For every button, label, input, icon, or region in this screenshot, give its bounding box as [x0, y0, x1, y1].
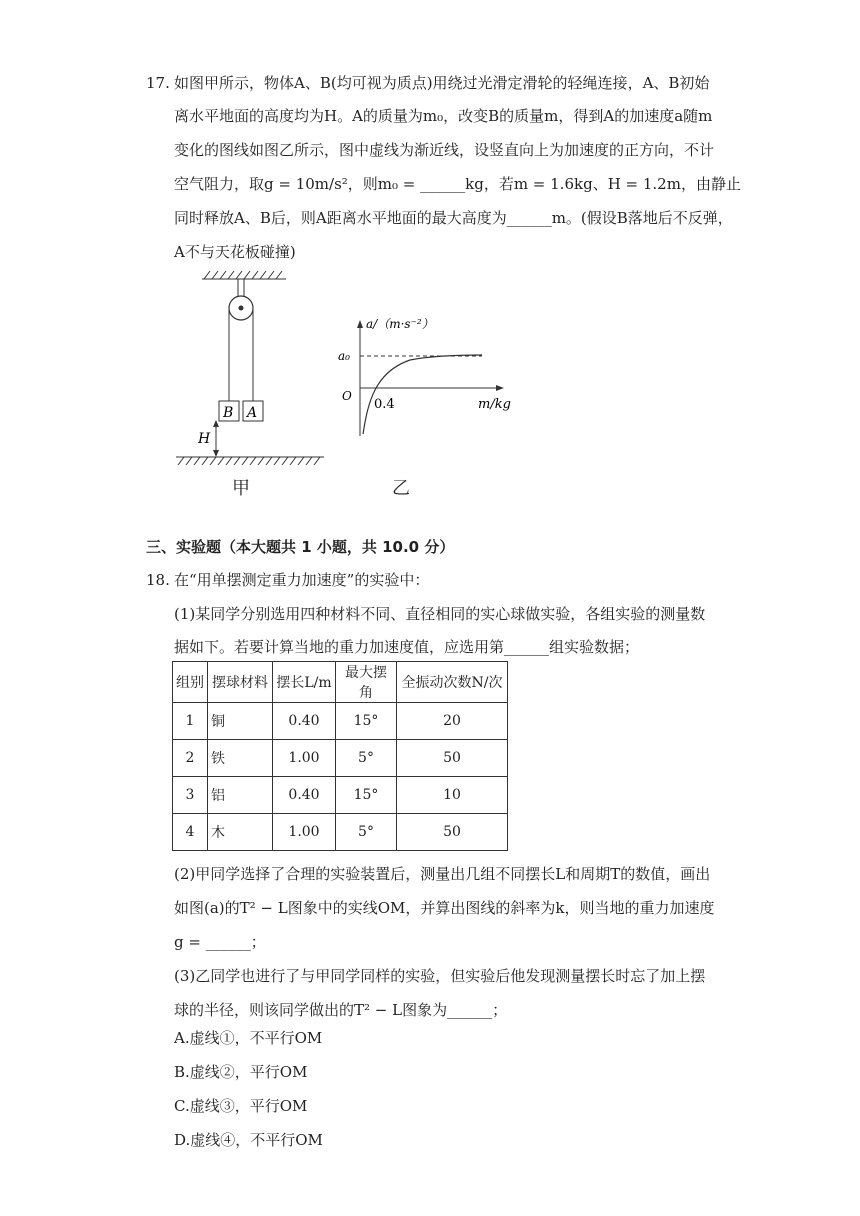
- q18-p2-line-3: g = ______；: [174, 933, 266, 951]
- q17-line-6: A不与天花板碰撞): [174, 243, 296, 261]
- q18-p2-line-2: 如图(a)的T² − L图象中的实线OM，并算出图线的斜率为k，则当地的重力加速度: [174, 899, 715, 917]
- cell-length: 1.00: [273, 740, 336, 777]
- pendulum-data-table: [172, 661, 508, 851]
- cell-material: 木: [208, 814, 273, 851]
- cell-material: 铜: [208, 703, 273, 740]
- cell-group: 3: [173, 777, 208, 814]
- q17-line-3: 变化的图线如图乙所示，图中虚线为渐近线，设竖直向上为加速度的正方向，不计: [174, 141, 715, 159]
- y-axis-label: a/（m·s⁻²）: [366, 317, 434, 331]
- height-h-label: H: [198, 431, 211, 447]
- header-oscillations: 全振动次数N/次: [397, 662, 508, 703]
- figure-yi-caption: 乙: [392, 478, 410, 499]
- header-group: 组别: [173, 662, 208, 703]
- q17-line-1: 如图甲所示，物体A、B(均可视为质点)用绕过光滑定滑轮的轻绳连接，A、B初始: [174, 74, 710, 92]
- acceleration-curve: [363, 355, 482, 434]
- option-d: D.虚线④，不平行OM: [174, 1131, 323, 1149]
- cell-oscillations: 10: [397, 777, 508, 814]
- x-axis-label: m/kg: [478, 397, 511, 412]
- x-tick-label: 0.4: [374, 397, 395, 412]
- cell-length: 1.00: [273, 814, 336, 851]
- table-row: [173, 814, 508, 851]
- q18-p1-line-1: (1)某同学分别选用四种材料不同、直径相同的实心球做实验，各组实验的测量数: [174, 605, 706, 623]
- q18-p3-line-1: (3)乙同学也进行了与甲同学同样的实验，但实验后他发现测量摆长时忘了加上摆: [174, 967, 706, 985]
- cell-oscillations: 50: [397, 740, 508, 777]
- q18-intro: 在“用单摆测定重力加速度”的实验中：: [174, 571, 430, 589]
- cell-group: 1: [173, 703, 208, 740]
- cell-angle: 15°: [336, 777, 397, 814]
- header-max-angle: 最大摆角: [336, 662, 397, 703]
- cell-oscillations: 50: [397, 814, 508, 851]
- cell-group: 4: [173, 814, 208, 851]
- cell-group: 2: [173, 740, 208, 777]
- q17-line-4: 空气阻力，取g = 10m/s²，则m₀ = ______kg，若m = 1.6kg、H = 1.2m，由静止: [174, 175, 741, 193]
- origin-label: O: [342, 389, 352, 403]
- table-row: [173, 777, 508, 814]
- q18-p3-line-2: 球的半径，则该同学做出的T² − L图象为______；: [174, 1001, 508, 1019]
- section-3-title: 三、实验题（本大题共 1 小题，共 10.0 分）: [146, 538, 455, 556]
- cell-angle: 15°: [336, 703, 397, 740]
- q18-p2-line-1: (2)甲同学选择了合理的实验装置后，测量出几组不同摆长L和周期T的数值，画出: [174, 865, 711, 883]
- q17-line-5: 同时释放A、B后，则A距离水平地面的最大高度为______m。(假设B落地后不反弹，: [174, 209, 733, 227]
- q18-p1-line-2: 据如下。若要计算当地的重力加速度值，应选用第______组实验数据；: [174, 638, 640, 656]
- question-18-number: 18.: [146, 571, 170, 589]
- block-a-label: A: [247, 405, 258, 421]
- figure-yi-graph: [330, 312, 530, 442]
- cell-length: 0.40: [273, 703, 336, 740]
- figure-jia-pulley: [170, 266, 330, 466]
- header-material: 摆球材料: [208, 662, 273, 703]
- question-17-number: 17.: [146, 74, 170, 92]
- header-length: 摆长L/m: [273, 662, 336, 703]
- cell-material: 铝: [208, 777, 273, 814]
- cell-angle: 5°: [336, 740, 397, 777]
- q17-line-2: 离水平地面的高度均为H。A的质量为m₀，改变B的质量m，得到A的加速度a随m: [174, 107, 713, 125]
- cell-material: 铁: [208, 740, 273, 777]
- option-b: B.虚线②，平行OM: [174, 1063, 308, 1081]
- option-a: A.虚线①，不平行OM: [174, 1029, 323, 1047]
- cell-angle: 5°: [336, 814, 397, 851]
- table-row: [173, 740, 508, 777]
- figure-jia-caption: 甲: [232, 478, 250, 499]
- block-b-label: B: [223, 405, 234, 421]
- table-header-row: [173, 662, 508, 703]
- cell-oscillations: 20: [397, 703, 508, 740]
- cell-length: 0.40: [273, 777, 336, 814]
- table-row: [173, 703, 508, 740]
- option-c: C.虚线③，平行OM: [174, 1097, 308, 1115]
- a0-label: a₀: [338, 349, 350, 363]
